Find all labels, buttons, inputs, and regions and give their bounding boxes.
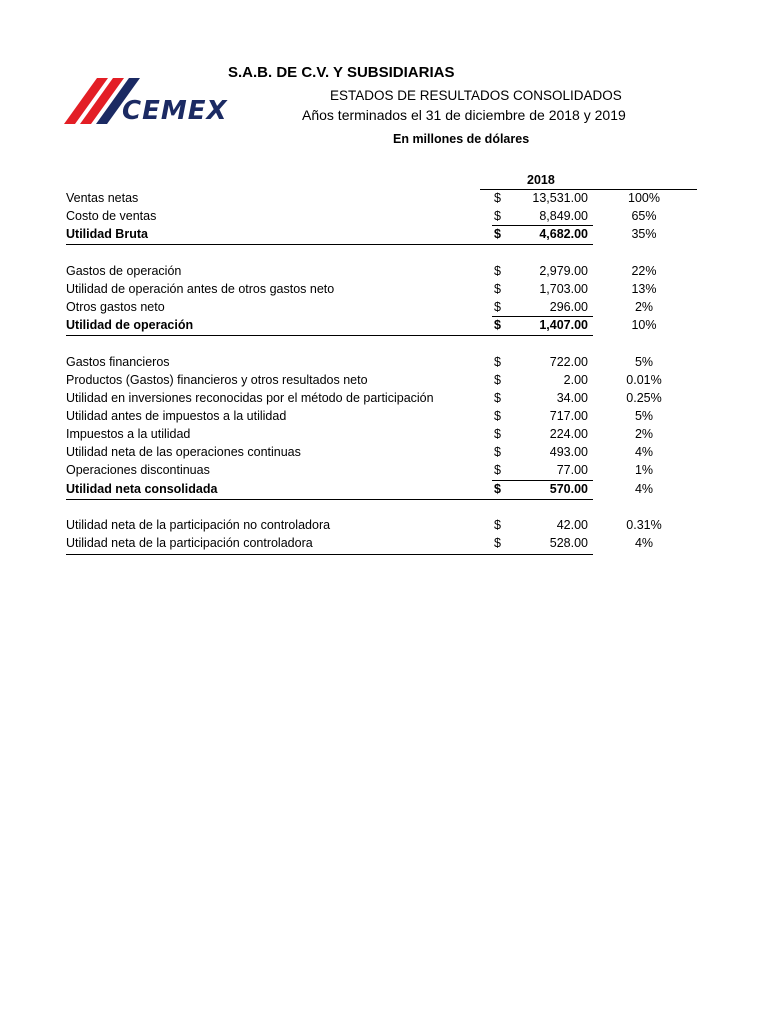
table-row (0, 371, 768, 389)
table-row (0, 516, 768, 534)
currency-symbol: $ (494, 409, 501, 423)
row-percent: 4% (634, 536, 654, 550)
currency-symbol: $ (494, 282, 501, 296)
row-percent: 4% (634, 482, 654, 496)
currency-symbol: $ (494, 209, 501, 223)
row-label: Utilidad de operación (66, 318, 194, 332)
row-percent: 100% (628, 191, 660, 205)
currency-symbol: $ (494, 445, 501, 459)
table-row (0, 262, 768, 280)
row-percent: 2% (634, 427, 654, 441)
table-row (0, 425, 768, 443)
table-row (0, 407, 768, 425)
row-amount: 1,407.00 (539, 318, 588, 332)
row-amount: 717.00 (549, 409, 588, 423)
table-row (0, 189, 768, 207)
currency-symbol: $ (494, 373, 501, 387)
year-column-header: 2018 (527, 173, 555, 187)
table-row (0, 443, 768, 461)
row-amount: 2,979.00 (539, 264, 588, 278)
row-label: Utilidad neta de las operaciones continuas (66, 445, 301, 459)
row-amount: 8,849.00 (539, 209, 588, 223)
table-row (0, 207, 768, 225)
table-row (0, 534, 768, 552)
table-row (0, 225, 768, 243)
table-row (0, 461, 768, 479)
row-label: Utilidad en inversiones reconocidas por el método de participación (66, 391, 434, 405)
row-amount: 77.00 (556, 463, 588, 477)
row-label: Otros gastos neto (66, 300, 165, 314)
table-row (0, 280, 768, 298)
row-label: Impuestos a la utilidad (66, 427, 191, 441)
row-label: Utilidad de operación antes de otros gastos neto (66, 282, 335, 296)
section-rule (66, 244, 593, 245)
table-row (0, 389, 768, 407)
currency-symbol: $ (494, 536, 501, 550)
row-label: Utilidad neta de la participación controladora (66, 536, 313, 550)
row-percent: 1% (634, 463, 654, 477)
table-row (0, 298, 768, 316)
row-amount: 570.00 (549, 482, 588, 496)
currency-symbol: $ (494, 427, 501, 441)
row-amount: 722.00 (549, 355, 588, 369)
row-amount: 42.00 (556, 518, 588, 532)
section-rule (66, 335, 593, 336)
units-note: En millones de dólares (393, 132, 530, 146)
currency-symbol: $ (494, 355, 501, 369)
row-percent: 10% (631, 318, 657, 332)
currency-symbol: $ (494, 463, 501, 477)
table-row (0, 316, 768, 334)
row-label: Gastos financieros (66, 355, 170, 369)
row-amount: 2.00 (563, 373, 588, 387)
row-label: Utilidad Bruta (66, 227, 148, 241)
row-amount: 4,682.00 (539, 227, 588, 241)
row-amount: 224.00 (549, 427, 588, 441)
row-label: Productos (Gastos) financieros y otros resultados neto (66, 373, 368, 387)
statement-title: ESTADOS DE RESULTADOS CONSOLIDADOS (330, 88, 622, 103)
row-label: Gastos de operación (66, 264, 182, 278)
row-label: Operaciones discontinuas (66, 463, 210, 477)
row-percent: 5% (634, 355, 654, 369)
row-percent: 0.25% (626, 391, 662, 405)
row-amount: 34.00 (556, 391, 588, 405)
currency-symbol: $ (494, 191, 501, 205)
row-label: Utilidad neta de la participación no controladora (66, 518, 331, 532)
section-rule (66, 499, 593, 500)
row-amount: 296.00 (549, 300, 588, 314)
row-label: Utilidad antes de impuestos a la utilidad (66, 409, 287, 423)
row-percent: 22% (631, 264, 657, 278)
currency-symbol: $ (494, 518, 501, 532)
statement-period: Años terminados el 31 de diciembre de 2018 y 2019 (302, 107, 626, 123)
row-percent: 5% (634, 409, 654, 423)
row-percent: 0.31% (626, 518, 662, 532)
table-row (0, 480, 768, 498)
currency-symbol: $ (494, 318, 501, 332)
currency-symbol: $ (494, 391, 501, 405)
row-percent: 65% (631, 209, 657, 223)
row-amount: 1,703.00 (539, 282, 588, 296)
currency-symbol: $ (494, 264, 501, 278)
row-amount: 493.00 (549, 445, 588, 459)
cemex-logo-wordmark: CEMEX (122, 96, 228, 126)
row-percent: 2% (634, 300, 654, 314)
row-percent: 13% (631, 282, 657, 296)
currency-symbol: $ (494, 482, 501, 496)
row-percent: 35% (631, 227, 657, 241)
row-amount: 528.00 (549, 536, 588, 550)
row-label: Ventas netas (66, 191, 139, 205)
table-row (0, 353, 768, 371)
row-percent: 4% (634, 445, 654, 459)
company-name: S.A.B. DE C.V. Y SUBSIDIARIAS (228, 64, 455, 81)
table-bottom-rule (66, 554, 593, 555)
row-label: Costo de ventas (66, 209, 157, 223)
currency-symbol: $ (494, 300, 501, 314)
currency-symbol: $ (494, 227, 501, 241)
row-amount: 13,531.00 (532, 191, 588, 205)
row-label: Utilidad neta consolidada (66, 482, 218, 496)
row-percent: 0.01% (626, 373, 662, 387)
